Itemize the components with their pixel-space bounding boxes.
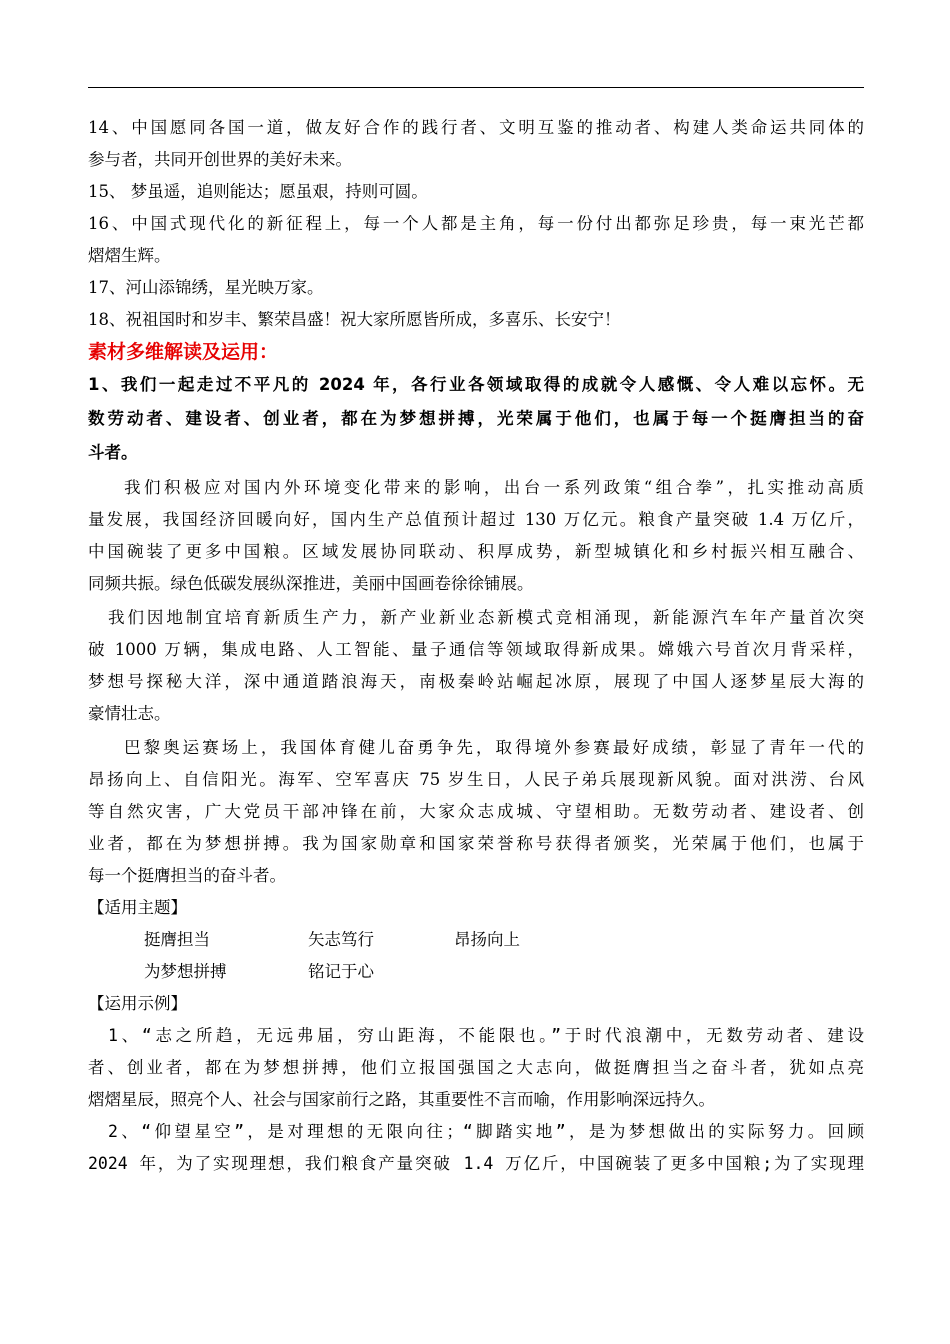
list-item-17: 17、河山添锦绣，星光映万家。 — [88, 278, 324, 297]
bold-point-line: 数劳动者、建设者、创业者，都在为梦想拼搏，光荣属于他们，也属于每一个挺膺担当的奋 — [88, 409, 864, 428]
paragraph-line: 等自然灾害，广大党员干部冲锋在前，大家众志成城、守望相助。无数劳动者、建设者、创 — [88, 802, 864, 821]
header-rule — [88, 87, 864, 88]
bold-point-line: 1、我们一起走过不平凡的 2024 年，各行业各领域取得的成就令人感慨、令人难以忘怀。无 — [88, 375, 864, 394]
document-page — [88, 112, 864, 1180]
bold-point-line: 斗者。 — [88, 443, 138, 462]
example-1 — [88, 1020, 864, 1116]
themes-row — [88, 956, 864, 988]
section-heading: 素材多维解读及运用： — [88, 341, 279, 363]
paragraph-line: 巴黎奥运赛场上，我国体育健儿奋勇争先，取得境外参赛最好成绩，彰显了青年一代的 — [124, 738, 864, 757]
paragraph-line: 破 1000 万辆，集成电路、人工智能、量子通信等领域取得新成果。嫦娥六号首次月背采样， — [88, 640, 864, 659]
theme-item: 铭记于心 — [308, 962, 374, 981]
paragraph-line: 中国碗装了更多中国粮。区域发展协同联动、积厚成势，新型城镇化和乡村振兴相互融合、 — [88, 542, 864, 561]
list-item-14-cont: 参与者，共同开创世界的美好未来。 — [88, 150, 352, 169]
example-line: 者、创业者，都在为梦想拼搏，他们立报国强国之大志向，做挺膺担当之奋斗者，犹如点亮 — [88, 1058, 864, 1077]
theme-item: 昂扬向上 — [454, 930, 520, 949]
paragraph-line: 昂扬向上、自信阳光。海军、空军喜庆 75 岁生日，人民子弟兵展现新风貌。面对洪涝、台风 — [88, 770, 864, 789]
list-item-14: 14、中国愿同各国一道，做友好合作的践行者、文明互鉴的推动者、构建人类命运共同体的 — [88, 118, 864, 137]
paragraph-2 — [88, 602, 864, 730]
paragraph-line: 我们因地制宜培育新质生产力，新产业新业态新模式竞相涌现，新能源汽车年产量首次突 — [108, 608, 864, 627]
list-item-16: 16、中国式现代化的新征程上，每一个人都是主角，每一份付出都弥足珍贵，每一束光芒都 — [88, 214, 864, 233]
list-item-16-cont: 熠熠生辉。 — [88, 246, 171, 265]
example-line: 1、“志之所趋，无远弗届，穷山距海，不能限也。”于时代浪潮中，无数劳动者、建设 — [108, 1026, 864, 1045]
paragraph-line: 每一个挺膺担当的奋斗者。 — [88, 866, 286, 885]
list-item-18: 18、祝祖国时和岁丰、繁荣昌盛！祝大家所愿皆所成，多喜乐、长安宁！ — [88, 310, 621, 329]
theme-item: 为梦想拼搏 — [144, 962, 227, 981]
example-line: 熠熠星辰，照亮个人、社会与国家前行之路，其重要性不言而喻，作用影响深远持久。 — [88, 1090, 715, 1109]
bold-point — [88, 368, 864, 470]
paragraph-line: 业者，都在为梦想拼搏。我为国家勋章和国家荣誉称号获得者颁奖，光荣属于他们，也属于 — [88, 834, 864, 853]
paragraph-line: 量发展，我国经济回暖向好，国内生产总值预计超过 130 万亿元。粮食产量突破 1.4 万亿斤， — [88, 510, 864, 529]
paragraph-line: 我们积极应对国内外环境变化带来的影响，出台一系列政策“组合拳”，扎实推动高质 — [124, 478, 864, 497]
paragraph-line: 豪情壮志。 — [88, 704, 171, 723]
themes-row — [88, 924, 864, 956]
example-line: 2、“仰望星空”，是对理想的无限向往；“脚踏实地”，是为梦想做出的实际努力。回顾 — [108, 1122, 864, 1141]
themes-label: 【适用主题】 — [88, 898, 187, 917]
list-item-15: 15、 梦虽遥，追则能达；愿虽艰，持则可圆。 — [88, 182, 428, 201]
paragraph-line: 同频共振。绿色低碳发展纵深推进，美丽中国画卷徐徐铺展。 — [88, 574, 534, 593]
example-line: 2024 年，为了实现理想，我们粮食产量突破 1.4 万亿斤，中国碗装了更多中国粮;为了实现理 — [88, 1154, 864, 1173]
paragraph-1 — [88, 472, 864, 600]
example-2 — [88, 1116, 864, 1180]
paragraph-line: 梦想号探秘大洋，深中通道踏浪海天，南极秦岭站崛起冰原，展现了中国人逐梦星辰大海的 — [88, 672, 864, 691]
theme-item: 矢志笃行 — [308, 930, 374, 949]
examples-label: 【运用示例】 — [88, 994, 187, 1013]
paragraph-3 — [88, 732, 864, 892]
quote-list — [88, 112, 864, 336]
theme-item: 挺膺担当 — [144, 930, 210, 949]
